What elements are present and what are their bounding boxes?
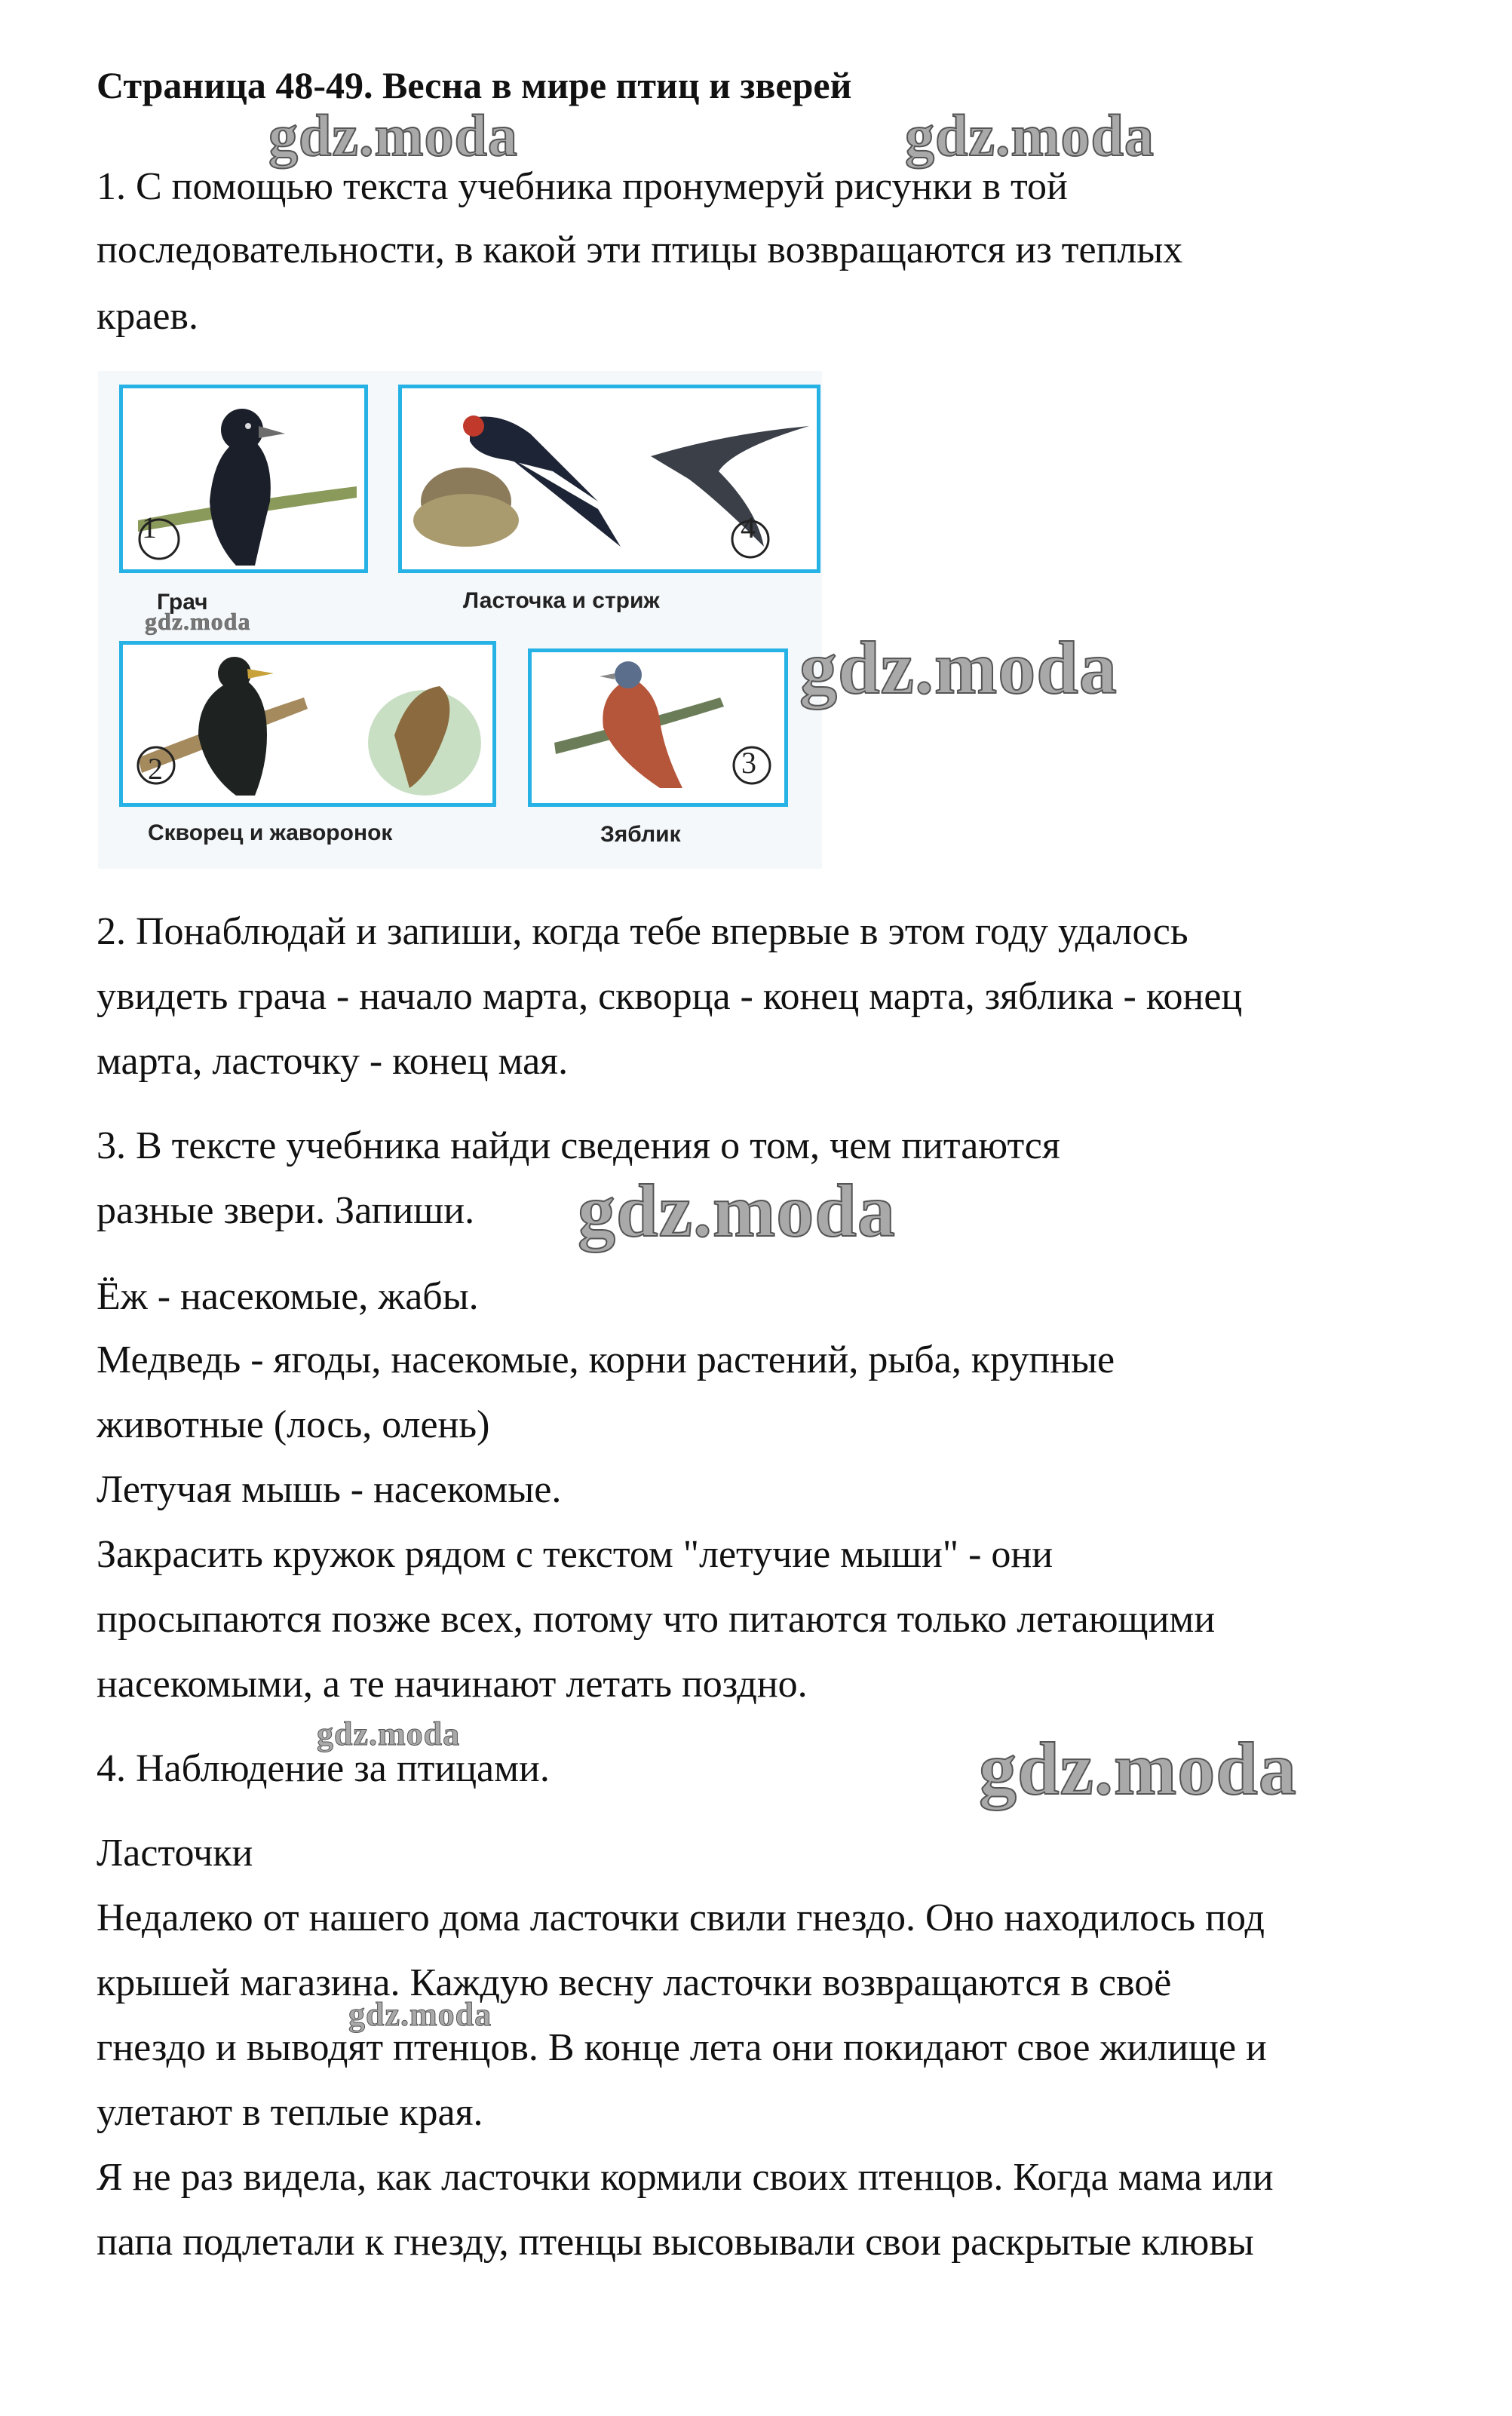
finch-illustration — [532, 652, 784, 803]
task3-line: животные (лось, олень) — [97, 1403, 490, 1446]
task3-line: просыпаются позже всех, потому что питаются только летающими — [97, 1598, 1216, 1641]
task4-line: крышей магазина. Каждую весну ласточки возвращаются в своё — [97, 1961, 1172, 2004]
panel-starling — [119, 641, 496, 807]
watermark: gdz.moda — [268, 103, 518, 168]
caption-finch: Зяблик — [600, 822, 681, 847]
task3-line: 3. В тексте учебника найди сведения о том, чем питаются — [97, 1124, 1060, 1167]
task4-line: улетают в теплые края. — [97, 2091, 483, 2134]
caption-swallow: Ласточка и стриж — [463, 588, 660, 613]
watermark: gdz.moda — [578, 1169, 896, 1252]
task1-line: последовательности, в какой эти птицы возвращаются из теплых — [97, 228, 1183, 271]
task2-line: марта, ласточку - конец мая. — [97, 1040, 569, 1083]
task4-subheading: Ласточки — [97, 1832, 253, 1875]
watermark: gdz.moda — [348, 1996, 492, 2033]
panel-finch — [528, 648, 788, 807]
task1-line: 1. С помощью текста учебника пронумеруй рисунки в той — [97, 165, 1068, 208]
watermark: gdz.moda — [317, 1715, 461, 1752]
number-starling: 2 — [148, 752, 163, 786]
task4-line: папа подлетали к гнезду, птенцы высовывали свои раскрытые клювы — [97, 2221, 1254, 2264]
task3-line: Закрасить кружок рядом с текстом "летучие мыши" - они — [97, 1533, 1053, 1576]
task3-line: Летучая мышь - насекомые. — [97, 1468, 562, 1511]
task4-line: Я не раз видела, как ласточки кормили своих птенцов. Когда мама или — [97, 2156, 1274, 2199]
watermark: gdz.moda — [145, 608, 251, 635]
page-title: Страница 48-49. Весна в мире птиц и зверей — [97, 64, 852, 106]
task2-line: 2. Понаблюдай и запиши, когда тебе впервые в этом году удалось — [97, 910, 1188, 953]
task3-line: разные звери. Запиши. — [97, 1189, 475, 1232]
task3-line: насекомыми, а те начинают летать поздно. — [97, 1663, 808, 1706]
task2-line: увидеть грача - начало марта, скворца - конец марта, зяблика - конец — [97, 975, 1243, 1018]
task4-line: 4. Наблюдение за птицами. — [97, 1747, 550, 1790]
watermark: gdz.moda — [979, 1727, 1297, 1810]
rook-illustration — [123, 388, 364, 569]
caption-rook: Грач — [157, 590, 208, 615]
watermark: gdz.moda — [799, 626, 1118, 710]
caption-starling: Скворец и жаворонок — [148, 820, 393, 845]
watermark: gdz.moda — [905, 103, 1155, 168]
task1-line: краев. — [97, 295, 198, 338]
task4-line: гнездо и выводят птенцов. В конце лета они покидают свое жилище и — [97, 2026, 1267, 2069]
number-swallow: 4 — [741, 510, 756, 544]
task3-line: Медведь - ягоды, насекомые, корни растений, рыба, крупные — [97, 1338, 1115, 1381]
starling-illustration — [123, 645, 492, 803]
task4-line: Недалеко от нашего дома ласточки свили гнездо. Оно находилось под — [97, 1896, 1265, 1939]
panel-swallow — [398, 385, 820, 573]
number-finch: 3 — [741, 746, 756, 780]
task3-line: Ёж - насекомые, жабы. — [97, 1275, 479, 1318]
number-rook: 1 — [142, 510, 157, 544]
